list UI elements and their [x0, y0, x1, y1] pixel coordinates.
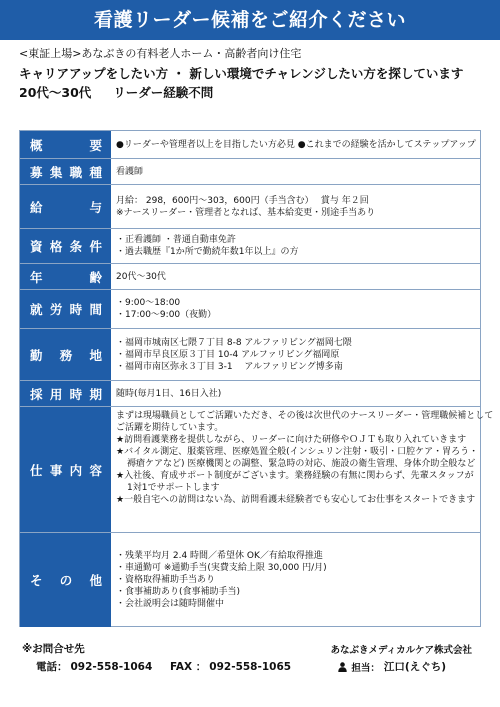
contact-footer	[19, 641, 481, 701]
row-label-char: 集	[49, 164, 63, 180]
row-value-line: ※ナースリーダー・管理者となれば、基本給変更・別途手当あり	[116, 207, 376, 218]
contact-person	[338, 659, 446, 674]
row-label-char: 条	[69, 239, 83, 254]
intro-line-target: キャリアアップをしたい方 ・ 新しい環境でチャレンジしたい方を探しています	[19, 66, 464, 81]
row-label-char: 地	[89, 347, 102, 363]
row-value-line: ・食事補助あり(食事補助手当)	[116, 587, 241, 597]
row-value-line: ・9:00～18:00	[116, 298, 181, 308]
row-label-char: 採	[30, 386, 43, 402]
row-label-char: 務	[59, 347, 73, 363]
row-value-line: 1対1でサポートします	[127, 483, 220, 493]
row-value	[116, 533, 476, 627]
row-label	[20, 185, 111, 228]
job-details-table	[19, 130, 494, 627]
person-icon	[338, 662, 347, 672]
row-value	[116, 131, 476, 158]
row-value-line: ★一般自宅への訪問はない為、訪問看護未経験者でも安心してお仕事をスタートできます	[116, 495, 476, 505]
row-value-line: 20代～30代	[116, 271, 166, 282]
row-value-line: ・正看護師 ・普通自動車免許	[116, 235, 236, 245]
row-label-char: 用	[49, 386, 63, 402]
intro-line-conditions	[19, 83, 489, 102]
row-value-line: ・車通勤可 ※通勤手当(実費支給上限 30,000 円/月)	[116, 563, 327, 573]
fax-number: 092-558-1065	[209, 661, 292, 673]
row-label-char: 資	[30, 239, 43, 254]
intro-line-listing: <東証上場>あなぶきの有料老人ホーム・高齢者向け住宅	[19, 47, 302, 60]
table-row	[20, 131, 480, 158]
row-label-char: 要	[89, 137, 102, 153]
page-banner: 看護リーダー候補をご紹介ください	[0, 0, 500, 40]
table-row	[20, 289, 480, 328]
row-value-line: ★訪問看護業務を提供しながら、リーダーに向けた研修やＯＪＴも取り入れていきます	[116, 435, 467, 445]
row-value-line: ・福岡市城南区七隈７丁目 8-8 アルファリビング福岡七隈	[116, 337, 352, 348]
intro-age: 20代～30代	[19, 85, 92, 100]
row-label	[20, 131, 111, 158]
row-label-char: 就	[30, 302, 43, 317]
row-label-char: そ	[30, 573, 43, 588]
row-label	[20, 329, 111, 380]
row-label-char: 種	[89, 164, 102, 180]
row-label-char: 年	[30, 269, 43, 285]
table-row	[20, 380, 480, 406]
row-value-line: ・過去職歴『1か所で勤続年数1年以上』の方	[116, 247, 299, 257]
phone-label: 電話：	[36, 661, 68, 673]
row-value	[116, 407, 494, 532]
contact-numbers	[36, 659, 291, 674]
row-value	[116, 229, 476, 263]
table-row	[20, 263, 480, 289]
row-label-char: 時	[69, 386, 83, 402]
row-value	[116, 159, 476, 184]
row-value-line: ・残業平均月 2.4 時間／希望休 OK／有給取得推進	[116, 551, 323, 561]
row-label-char: 仕	[30, 462, 43, 478]
row-value-line: ・17:00～9:00（夜勤）	[116, 310, 217, 320]
row-label	[20, 290, 111, 328]
row-label-char: 齢	[89, 269, 102, 285]
row-value	[116, 264, 476, 289]
row-value-line: ・資格取得補助手当あり	[116, 575, 216, 585]
row-label	[20, 381, 111, 406]
row-value-line: ご活躍を期待しています。	[116, 423, 224, 433]
row-label-char: 内	[69, 462, 83, 478]
intro-experience: リーダー経験不問	[113, 85, 214, 100]
row-label-char: 容	[89, 462, 102, 478]
row-value-line: 随時(毎月1日、16日入社)	[116, 388, 222, 399]
table-row	[20, 532, 480, 627]
row-label-char: 給	[30, 199, 43, 215]
row-label-char: 他	[89, 573, 102, 588]
row-label-char: の	[59, 573, 73, 588]
row-label-char: 事	[49, 462, 63, 478]
row-label-char: 件	[89, 239, 102, 254]
row-label-char: 募	[30, 164, 43, 180]
company-name: あなぶきメディカルケア株式会社	[330, 645, 472, 656]
row-label	[20, 159, 111, 184]
row-value-line: ・福岡市早良区原３丁目 10-4 アルファリビング福岡原	[116, 349, 340, 360]
row-value-line: 褥瘡ケアなど) 医療機関との調整、緊急時の対応、施設の衛生管理、身体介助全般など	[127, 459, 476, 469]
row-value-line: 月給： 298，600円～303，600円（手当含む） 賞与 年２回	[116, 195, 369, 206]
table-row	[20, 406, 494, 532]
row-label	[20, 407, 111, 532]
row-value-line: ★バイタル測定、服薬管理、医療処置全般(インシュリン注射・吸引・口腔ケア・胃ろう・	[116, 447, 479, 457]
table-row	[20, 158, 480, 184]
row-value-line: ・福岡市南区弥永３丁目 3-1 アルファリビング博多南	[116, 361, 343, 372]
row-label	[20, 229, 111, 263]
row-value	[116, 185, 476, 228]
row-value	[116, 381, 476, 406]
row-label	[20, 264, 111, 289]
person-name: 江口(えぐち)	[383, 661, 446, 673]
row-label-char: 時	[69, 302, 83, 317]
row-value-line: ●リーダーや管理者以上を目指したい方必見 ●これまでの経験を活かしてステップアップ	[116, 139, 476, 150]
row-label-char: 勤	[30, 347, 43, 363]
row-label-char: 期	[89, 386, 102, 402]
row-label-char: 与	[89, 199, 102, 215]
person-label: 担当：	[351, 662, 380, 674]
row-label-char: 概	[30, 137, 43, 153]
table-row	[20, 228, 480, 263]
contact-title: ※お問合せ先	[22, 643, 85, 655]
fax-label: FAX ：	[169, 661, 207, 673]
table-row	[20, 328, 480, 380]
row-label-char: 間	[89, 302, 102, 317]
row-value-line: 看護師	[116, 166, 144, 177]
row-value	[116, 290, 476, 328]
row-value-line: まずは現場職員としてご活躍いただき、その後は次世代のナースリーダー・管理職候補として	[116, 411, 494, 421]
table-row	[20, 184, 480, 228]
row-value	[116, 329, 476, 380]
intro	[19, 46, 489, 102]
row-label-char: 労	[49, 302, 63, 317]
row-value-line: ★入社後、育成サポート制度がございます。業務経験の有無に関わらず、先輩スタッフが	[116, 471, 474, 481]
row-label	[20, 533, 111, 627]
phone-number[interactable]: 092-558-1064	[70, 661, 153, 673]
row-label-char: 格	[49, 239, 63, 254]
row-label-char: 職	[69, 164, 83, 180]
row-value-line: ・会社説明会は随時開催中	[116, 599, 225, 609]
